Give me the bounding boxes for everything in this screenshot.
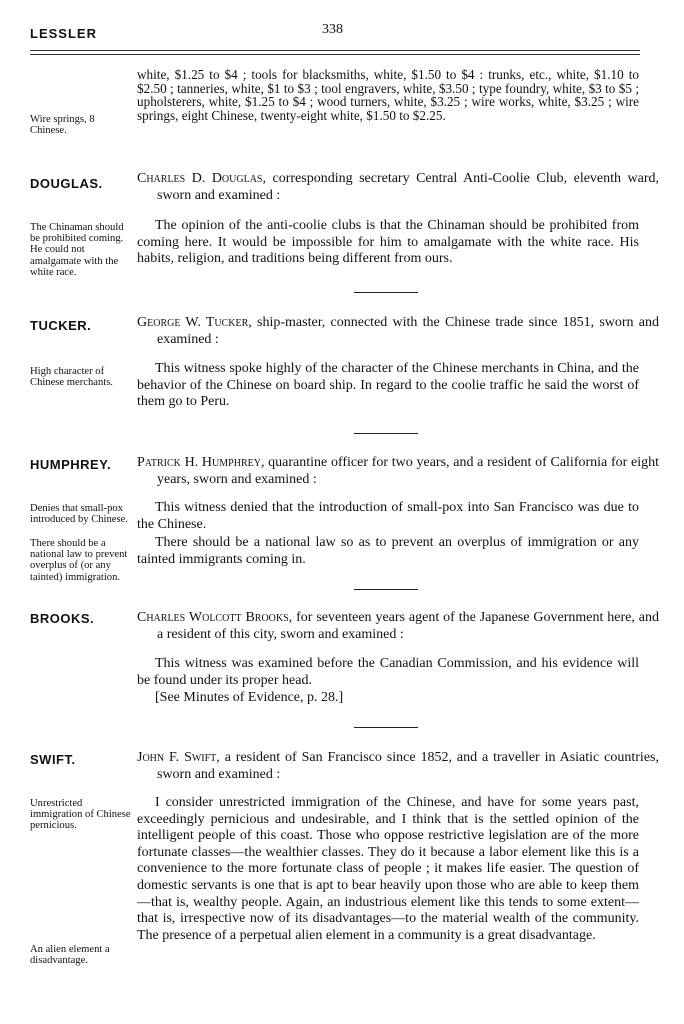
- humphrey-intro: [137, 455, 659, 488]
- section-rule: [354, 727, 418, 728]
- section-rule: [354, 589, 418, 590]
- brooks-intro: [137, 610, 659, 643]
- swift-intro-rest: a resident of San Francisco since 1852, and a traveller in Asiatic countries, sworn and examined :: [157, 750, 659, 782]
- witness-name-humphrey: HUMPHREY.: [30, 457, 112, 472]
- tucker-testimony: This witness spoke highly of the character of the Chinese merchants in China, and the behavior of the Chinese on board ship. In regard to the coolie traffic he said the worst of them go to Peru.: [137, 361, 639, 410]
- humphrey-full-name: Patrick H. Humphrey,: [137, 455, 265, 470]
- witness-name-brooks: BROOKS.: [30, 611, 95, 626]
- tucker-intro-rest: ship-master, connected with the Chinese trade since 1851, sworn and examined :: [157, 315, 659, 347]
- humphrey-intro-rest: quarantine officer for two years, and a resident of California for eight years, sworn and examined :: [157, 455, 659, 487]
- page-number: 338: [322, 22, 343, 37]
- swift-full-name: John F. Swift,: [137, 750, 220, 765]
- margin-note-douglas: The Chinaman should be prohibited coming. He could not amalgamate with the white race.: [30, 222, 124, 278]
- brooks-reference: [See Minutes of Evidence, p. 28.]: [155, 690, 344, 705]
- douglas-full-name: Charles D. Douglas,: [137, 171, 266, 186]
- tucker-intro: [137, 315, 659, 348]
- running-title: LESSLER: [30, 26, 97, 41]
- brooks-full-name: Charles Wolcott Brooks,: [137, 610, 293, 625]
- margin-note-humphrey-1: Denies that small-pox introduced by Chinese.: [30, 503, 128, 526]
- continued-paragraph: white, $1.25 to $4 ; tools for blacksmiths, white, $1.50 to $4 : trunks, etc., white, $1.10 to $2.50 ; tanneries, white, $1 to $3 ; tool engravers, white, $3.50 ; type foundry, white, $3 to $5 ; upholsterers, white, $1.25 to $4 ; wood turners, white, $3.25 ; wire works, white, $3.25 ; wire springs, eight Chinese, twenty-eight white, $1.50 to $2.25.: [137, 67, 639, 123]
- margin-note-humphrey-2: There should be a national law to prevent overplus of (or any tainted) immigration.: [30, 538, 128, 583]
- swift-testimony: I consider unrestricted immigration of the Chinese, and have for some years past, exceedingly pernicious and undesirable, and I think that is the settled opinion of the intelligent people of this coast. Those who oppose restrictive legislation are of the more fortunate classes—the wealthier classes. They do it because a labor element like this is a convenience to the more fortunate class of people ; it makes life easier. The question of domestic servants is one that is apt to bear heavily upon those who are able to keep them—that is, wealthy people. Again, an industrious element like this tends to some extent—that is, irrespective now of its disadvantages—to the material wealth of the community. The presence of a perpetual alien element in a community is a great disadvantage.: [137, 795, 639, 943]
- section-rule: [354, 292, 418, 293]
- swift-intro: [137, 750, 659, 783]
- humphrey-testimony-1: This witness denied that the introduction of small-pox into San Francisco was due to the Chinese.: [137, 500, 639, 532]
- witness-name-swift: SWIFT.: [30, 752, 76, 767]
- brooks-intro-rest: for seventeen years agent of the Japanese Government here, and a resident of this city, sworn and examined :: [157, 610, 659, 642]
- brooks-testimony: This witness was examined before the Canadian Commission, and his evidence will be found under its proper head.: [137, 656, 639, 688]
- running-head: [30, 22, 640, 44]
- header-rule: [30, 50, 640, 55]
- douglas-intro: [137, 171, 659, 204]
- witness-name-tucker: TUCKER.: [30, 318, 92, 333]
- margin-note-wire-springs: Wire springs, 8 Chinese.: [30, 114, 95, 137]
- margin-note-swift-2: An alien element a disadvantage.: [30, 944, 110, 967]
- margin-note-swift-1: Unrestricted immigration of Chinese pernicious.: [30, 798, 131, 832]
- tucker-full-name: George W. Tucker,: [137, 315, 252, 330]
- witness-name-douglas: DOUGLAS.: [30, 176, 103, 191]
- douglas-testimony: The opinion of the anti-coolie clubs is that the Chinaman should be prohibited from coming here. It would be impossible for him to amalgamate with the white race. His habits, religion, and traditions being different from ours.: [137, 218, 639, 267]
- margin-note-tucker: High character of Chinese merchants.: [30, 366, 113, 389]
- section-rule: [354, 433, 418, 434]
- humphrey-testimony-2: There should be a national law so as to prevent an overplus of immigration or any tainted immigrants coming in.: [137, 535, 639, 567]
- douglas-intro-rest: corresponding secretary Central Anti-Coolie Club, eleventh ward, sworn and examined :: [157, 171, 659, 203]
